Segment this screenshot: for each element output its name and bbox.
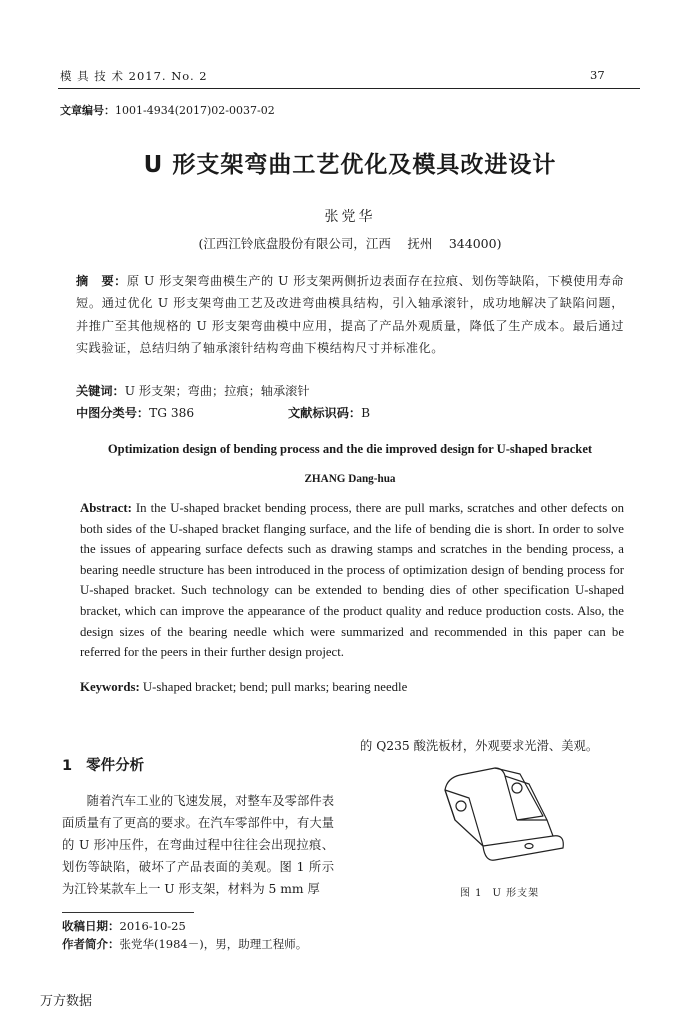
keywords-cn-label: 关键词： [76,384,125,398]
author-en: ZHANG Dang-hua [304,473,396,485]
keywords-cn-text: U 形支架；弯曲；拉痕；轴承滚针 [124,384,310,398]
author-bio [62,936,307,952]
abstract-en-label: Abstract: [80,501,132,515]
abstract-cn [76,270,624,360]
bio-value: 张党华(1984－)，男，助理工程师。 [119,937,308,951]
article-number-value: 1001-4934(2017)02-0037-02 [115,104,275,117]
section-number: 1 [62,758,73,774]
keywords-en-text: U-shaped bracket; bend; pull marks; bearing needle [142,680,408,694]
paper-title-en: Optimization design of bending process and the die improved design for U-shaped bracket [107,442,593,456]
page-number: 37 [590,68,605,82]
footnote-rule [62,912,194,913]
document-code [288,404,370,421]
figure-caption [460,884,539,899]
figure-number: 图 1 [460,888,483,899]
bio-label: 作者简介： [62,937,120,951]
abstract-en [80,498,624,663]
received-value: 2016-10-25 [119,919,186,933]
journal-header: 模 具 技 术 2017. No. 2 [60,69,208,83]
u-bracket-figure [425,760,585,870]
watermark: 万方数据 [40,994,93,1009]
classification-number [76,404,194,421]
section-body [62,790,334,900]
body-paragraph: 随着汽车工业的飞速发展，对整车及零部件表面质量有了更高的要求。在汽车零部件中，有大量的 U 形冲压件，在弯曲过程中往往会出现拉痕、划伤等缺陷，破坏了产品表面的美观。图 1 所示为江铃某款车上一 U 形支架，材料为 5 mm 厚 [62,794,334,896]
document-code-value: B [361,406,371,420]
keywords-cn [76,382,310,399]
paper-title-cn: U 形支架弯曲工艺优化及模具改进设计 [143,152,557,178]
abstract-cn-text: 原 U 形支架弯曲模生产的 U 形支架两侧折边表面存在拉痕、划伤等缺陷，下模使用寿命短。通过优化 U 形支架弯曲工艺及改进弯曲模具结构，引入轴承滚针，成功地解决了缺陷问题，并推广至其他规格的 U 形支架弯曲模中应用，提高了产品外观质量，降低了生产成本。最后通过实践验证，总结归纳了轴承滚针结构弯曲下模结构尺寸并标准化。 [76,274,624,356]
affiliation-cn: (江西江铃底盘股份有限公司，江西 抚州 344000) [198,236,502,251]
article-number [60,102,275,118]
header-rule [58,88,640,89]
keywords-en [80,680,407,695]
document-code-label: 文献标识码： [288,406,362,420]
received-date [62,918,186,934]
figure-caption-text: U 形支架 [492,888,540,899]
section-title: 零件分析 [86,758,145,774]
author-cn: 张党华 [324,209,376,225]
classification-label: 中图分类号： [76,406,150,420]
body-continuation: 的 Q235 酸洗板材，外观要求光滑、美观。 [360,739,599,753]
received-label: 收稿日期： [62,919,120,933]
article-number-label: 文章编号： [60,104,115,117]
classification-value: TG 386 [149,406,195,420]
keywords-en-label: Keywords: [80,680,140,694]
abstract-cn-label: 摘 要： [76,274,127,288]
abstract-en-text: In the U-shaped bracket bending process, there are pull marks, scratches and other defects on both sides of the U-shaped bracket flanging surface, and the life of bending die is short. In order to solve the issues of appearing surface defects such as drawing stamps and scratches in the bending process, a bearing needle structure has been introduced in the process of optimization design of bending process for U-shaped bracket. Such technology can be extended to bending dies of other specification U-shaped bracket, which can improve the appearance of the product quality and reduce production costs. Also, the design sizes of the bearing needle which were summarized and recommended in this paper can be referred for the peers in their further design project. [80,501,625,660]
section-heading [62,754,144,775]
